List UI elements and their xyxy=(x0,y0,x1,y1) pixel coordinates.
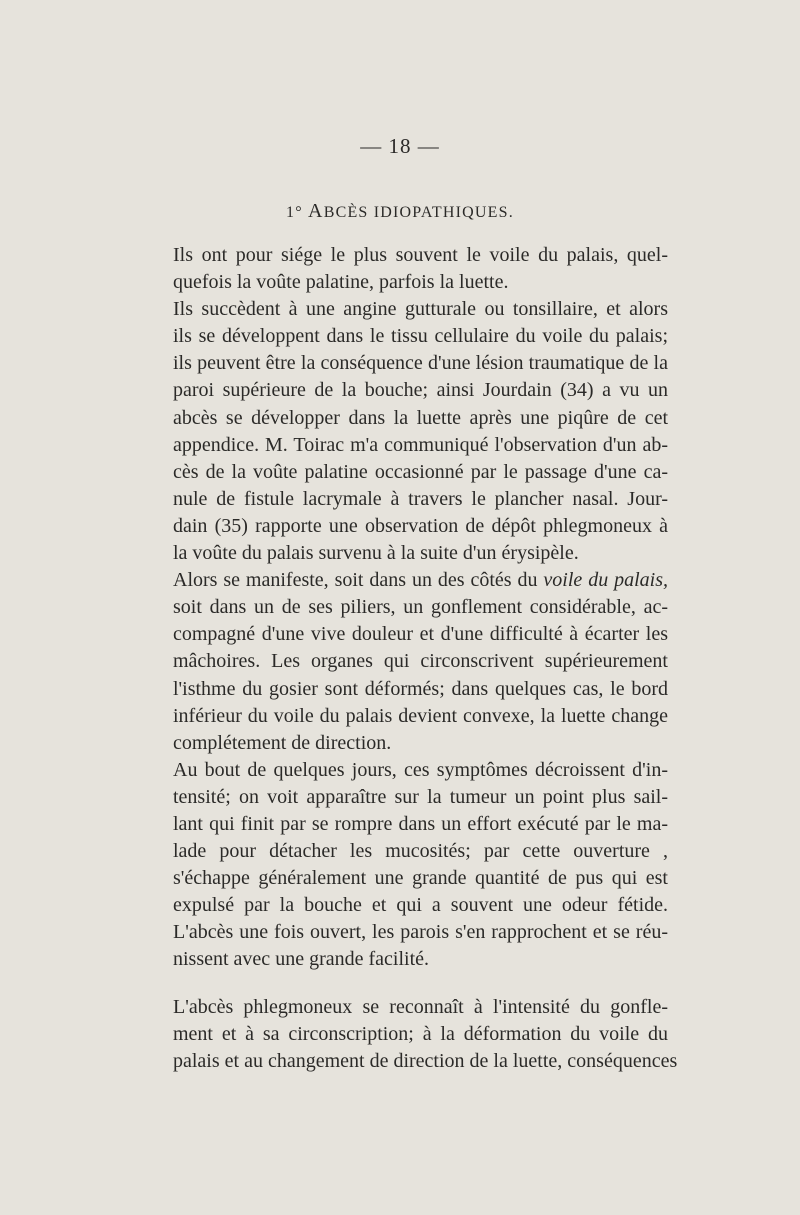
section-heading xyxy=(0,200,800,223)
text-line: complétement de direction. xyxy=(173,731,392,754)
text-line: palais et au changement de direction de la luette, conséquences xyxy=(173,1049,678,1072)
text-line: paroi supérieure de la bouche; ainsi Jourdain (34) a vu un xyxy=(173,379,668,402)
text-line: l'isthme du gosier sont déformés; dans quelques cas, le bord xyxy=(173,677,668,700)
text-line: lade pour détacher les mucosités; par cette ouverture , xyxy=(173,840,668,863)
heading-rest-2: IDIOPATHIQUES. xyxy=(373,204,514,221)
text-line: quefois la voûte palatine, parfois la luette. xyxy=(173,271,509,294)
text-line: Au bout de quelques jours, ces symptômes décroissent d'in- xyxy=(173,758,668,781)
text-line: s'échappe généralement une grande quantité de pus qui est xyxy=(173,867,668,890)
text-line: compagné d'une vive douleur et d'une difficulté à écarter les xyxy=(173,623,668,646)
text-fragment: Alors se manifeste, soit dans un des côtés du xyxy=(173,569,544,592)
text-line: lant qui finit par se rompre dans un effort exécuté par le ma- xyxy=(173,812,668,835)
paragraph-1 xyxy=(173,242,668,296)
text-line: Ils ont pour siége le plus souvent le voile du palais, quel- xyxy=(173,244,668,266)
text-line: ment et à sa circonscription; à la déformation du voile du xyxy=(173,1022,668,1045)
text-line: appendice. M. Toirac m'a communiqué l'observation d'un ab- xyxy=(173,433,668,456)
text-line: nissent avec une grande facilité. xyxy=(173,948,429,971)
text-line: cès de la voûte palatine occasionné par le passage d'une ca- xyxy=(173,460,668,483)
text-line: tensité; on voit apparaître sur la tumeur un point plus sail- xyxy=(173,785,668,808)
text-line: la voûte du palais survenu à la suite d'un érysipèle. xyxy=(173,542,579,565)
paragraph-2 xyxy=(173,296,668,567)
italic-term: voile du palais, xyxy=(543,569,668,592)
heading-initial: A xyxy=(308,200,324,222)
page-number: — 18 — xyxy=(360,134,440,158)
text-line: Ils succèdent à une angine gutturale ou tonsillaire, et alors xyxy=(173,298,668,321)
text-line: nule de fistule lacrymale à travers le plancher nasal. Jour- xyxy=(173,487,668,510)
text-line: ils peuvent être la conséquence d'une lésion traumatique de la xyxy=(173,352,668,375)
text-body xyxy=(173,242,678,1075)
text-line: dain (35) rapporte une observation de dépôt phlegmoneux à xyxy=(173,514,668,537)
heading-rest: BCÈS xyxy=(323,204,374,221)
text-line: ils se développent dans le tissu cellulaire du voile du palais; xyxy=(173,325,668,348)
text-line: L'abcès phlegmoneux se reconnaît à l'intensité du gonfle- xyxy=(173,995,668,1018)
text-line: L'abcès une fois ouvert, les parois s'en rapprochent et se réu- xyxy=(173,921,668,944)
text-line: inférieur du voile du palais devient convexe, la luette change xyxy=(173,704,668,727)
paragraph-4 xyxy=(173,757,668,974)
text-line: abcès se développer dans la luette après une piqûre de cet xyxy=(173,406,668,429)
paragraph-5 xyxy=(173,994,678,1075)
text-line: mâchoires. Les organes qui circonscrivent supérieurement xyxy=(173,650,668,673)
text-line: expulsé par la bouche et qui a souvent une odeur fétide. xyxy=(173,894,668,917)
text-line xyxy=(173,567,668,594)
text-line: soit dans un de ses piliers, un gonflement considérable, ac- xyxy=(173,596,668,619)
paragraph-3 xyxy=(173,567,668,757)
heading-prefix: 1° xyxy=(286,204,309,221)
